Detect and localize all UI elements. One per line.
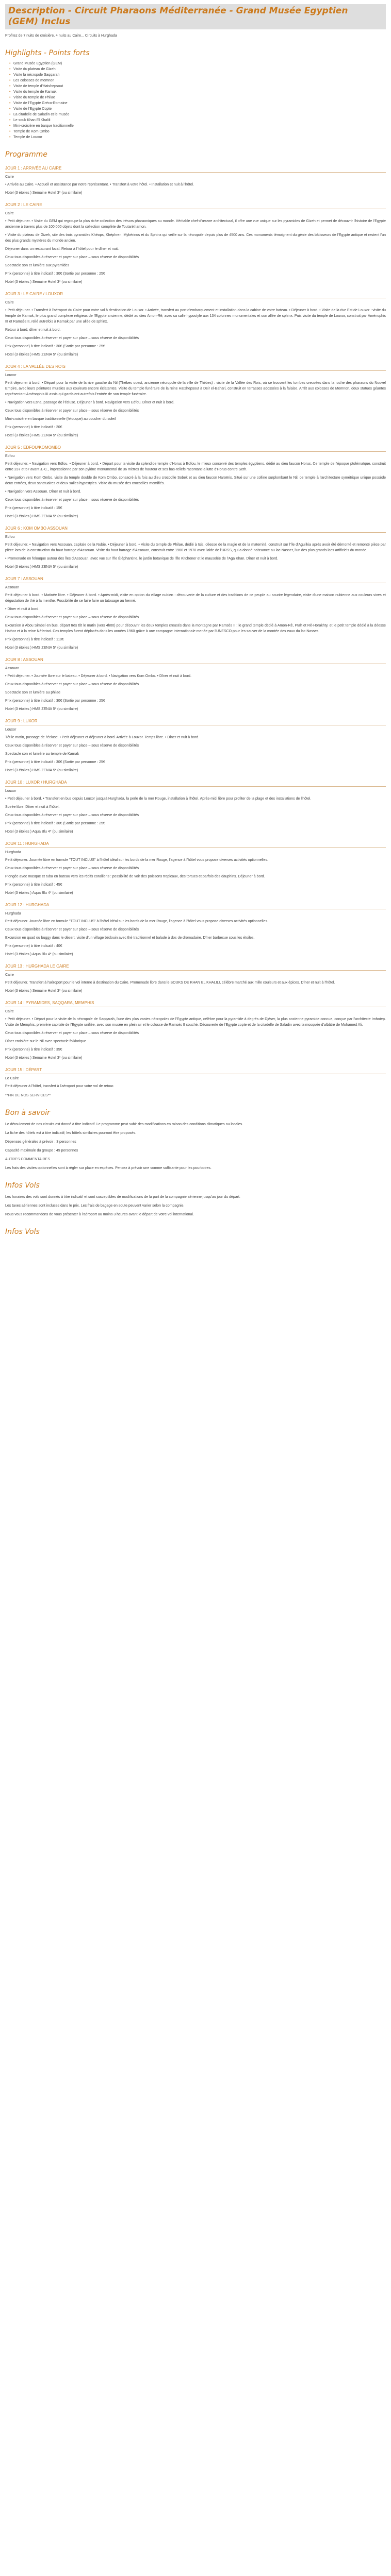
highlight-item: • Mini-croisière en barque traditionnelle (13, 123, 386, 129)
day-paragraph: • Navigation vers Kom Ombo, visite du temple double de Kom Ombo, consacré à la fois au dieu crocodile Sobek et au dieu faucon Haroëris. Situé sur une colline surplombant le Nil, ce temple à l'architecture symétrique unique possède deux entrées, deux sanctuaires et deux salles hypostyles. Visite du musée des crocodiles momifiés. (5, 476, 386, 485)
highlight-item: • Le souk Khan El Khalili (13, 117, 386, 123)
day-paragraph: • Petit déjeuner à bord. • Transfert en bus depuis Louxor jusqu'à Hurghada, la perle de la mer Rouge, installation à l'hôtel. Après-midi libre pour profiter de la plage et des installations de l'hôtel. (5, 797, 312, 801)
day-paragraph: Spectacle son et lumière aux pyramides (5, 264, 70, 267)
day-paragraph: Petit déjeuner à bord. • Départ pour la visite de la rive gauche du Nil (Thèbes ouest, ancienne nécropole de la ville de Thèbes) : visite de la Vallée des Rois, où se trouvent les tombes creusées dans la roche des pharaons du Nouvel Empire, avec leurs peintures murales aux couleurs encore éclatantes. Visite du temple funéraire de la reine Hatshepsout à Deir el-Bahari, construit en terrasses adossées à la falaise. Arrêt aux colosses de Memnon, deux statues géantes représentant Aménophis III assis qui gardaient autrefois l'entrée de son temple funéraire. (5, 381, 386, 396)
good-to-know-paragraph: AUTRES COMMENTAIRES (5, 1158, 50, 1161)
day-title: JOUR 2 : LE CAIRE (5, 202, 386, 209)
good-to-know-paragraph: Dépenses générales à prévoir : 3 personnes (5, 1140, 76, 1144)
day-title: JOUR 12 : HURGHADA (5, 902, 386, 909)
day-paragraph: Petit déjeuner. Transfert à l'aéroport pour le vol interne à destination du Caire. Promenade libre dans le SOUKS DE KHAN EL KHALILI, célèbre marché aux mille couleurs et aux épices. Dîner et nuit à l'hôtel. (5, 981, 335, 985)
highlight-item: • Visite du temple de Karnak (13, 89, 386, 95)
day-paragraph: • Petit déjeuner. • Journée libre sur le bateau. • Déjeuner à bord. • Navigation vers Kom Ombo. • Dîner et nuit à bord. (5, 674, 191, 678)
highlight-item: • Visite de temple d'Hatshepsout (13, 83, 386, 89)
day-paragraph: • Navigation vers Esna, passage de l'écluse. Déjeuner à bord. Navigation vers Edfou. Dîner et nuit à bord. (5, 401, 174, 404)
title-line-2: (GEM) Inclus (8, 16, 71, 27)
day-paragraph: Soirée libre. Dîner et nuit à l'hôtel. (5, 805, 60, 809)
day-paragraph: • Dîner et nuit à bord. (5, 607, 40, 611)
day-paragraph: Petit déjeuner. Journée libre en formule "TOUT INCLUS" à l'hôtel idéal sur les bords de la mer Rouge, l'agence à l'hôtel vous propose diverses activités optionnelles. (5, 920, 268, 923)
programme-day (5, 841, 386, 896)
day-paragraph: Prix (personne) à titre indicatif : 45€ (5, 883, 62, 887)
day-city: Assouan (5, 586, 20, 589)
day-paragraph: Hotel (3 étoiles ) Semaine Hotel 3* (ou similaire) (5, 280, 83, 284)
title-line-1: Description - Circuit Pharaons Méditerranée - Grand Musée Egyptien (8, 6, 348, 16)
day-paragraph: Ceux tous disponibles à réserver et payer sur place – sous réserve de disponibilités (5, 498, 139, 502)
day-city: Caire (5, 212, 14, 215)
day-paragraph: Ceux tous disponibles à réserver et payer sur place – sous réserve de disponibilités (5, 744, 139, 748)
day-title: JOUR 7 : ASSOUAN (5, 576, 386, 583)
day-paragraph: Hotel (3 étoiles ) HMS ZENIA 5* (ou similaire) (5, 769, 78, 772)
day-paragraph: Hotel (3 étoiles ) HMS ZENIA 5* (ou similaire) (5, 646, 78, 650)
highlight-item: • Visite du temple de Philae (13, 95, 386, 100)
page-subtitle: Profitez de 7 nuits de croisière, 4 nuits au Caire... Circuits à Hurghada (5, 34, 117, 38)
day-title: JOUR 9 : LUXOR (5, 718, 386, 725)
highlight-item: • Visite la nécropole Saqqarah (13, 72, 386, 78)
day-paragraph: Hotel (3 étoiles ) HMS ZENIA 5* (ou similaire) (5, 353, 78, 357)
day-paragraph: • Navigation vers Assouan. Dîner et nuit à bord. (5, 490, 82, 494)
day-paragraph: Prix (personne) à titre indicatif : 30€ (Sortie par personne : 25€ (5, 272, 105, 276)
day-paragraph: Ceux tous disponibles à réserver et payer sur place – sous réserve de disponibilités (5, 928, 139, 931)
infos-vols-paragraph: Les taxes aériennes sont incluses dans le prix. Les frais de bagage en soute peuvent varier selon la compagnie. (5, 1204, 185, 1208)
highlight-item: • Visite du plateau de Gizeh (13, 66, 386, 72)
programme-end-note: **FIN DE NOS SERVICES** (5, 1094, 51, 1097)
highlight-item: • Les colosses de memnon (13, 78, 386, 83)
day-title: JOUR 13 : HURGHADA LE CAIRE (5, 963, 386, 971)
programme-day (5, 291, 386, 358)
day-city: Hurghada (5, 851, 21, 854)
programme-day (5, 202, 386, 285)
day-paragraph: Ceux tous disponibles à réserver et payer sur place – sous réserve de disponibilités (5, 409, 139, 413)
day-title: JOUR 11 : HURGHADA (5, 841, 386, 848)
day-city: Louxor (5, 374, 17, 377)
day-paragraph: Petit déjeuner à l'hôtel, transfert à l'aéroport pour votre vol de retour. (5, 1084, 115, 1088)
day-paragraph: Mini-croisière en barque traditionnelle (felouque) au coucher du soleil (5, 417, 116, 421)
day-paragraph: Spectacle son et lumière au philae (5, 691, 61, 694)
day-paragraph: • Arrivée au Caire. • Accueil et assistance par notre représentant. • Transfert à votre hôtel. • Installation et nuit à l'hôtel. (5, 183, 194, 187)
day-city: Louxor (5, 789, 17, 793)
day-paragraph: Hotel (3 étoiles ) Aqua Blu 4* (ou similaire) (5, 830, 73, 834)
day-paragraph: Déjeuner dans un restaurant local. Retour à l'hôtel pour le dîner et nuit. (5, 247, 119, 251)
day-paragraph: Prix (personne) à titre indicatif : 30€ (Sortie par personne : 25€ (5, 822, 105, 825)
day-city: Assouan (5, 667, 20, 670)
day-paragraph: Prix (personne) à titre indicatif : 20€ (5, 426, 62, 429)
good-to-know-heading: Bon à savoir (5, 1109, 50, 1117)
day-paragraph: • Visite du plateau de Gizeh, site des trois pyramides Khéops, Khéphren, Mykérinos et du Sphinx qui veille sur la nécropole depuis plus de 4500 ans. Ces monuments témoignent du génie des bâtisseurs de l'Egypte antique et restent l'un des plus grands mystères du monde ancien. (5, 233, 386, 243)
programme-day (5, 165, 386, 196)
day-paragraph: Hotel (3 étoiles ) HMS ZENIA 5* (ou similaire) (5, 515, 78, 518)
day-paragraph: Hotel (3 étoiles ) Semaine Hotel 3* (ou similaire) (5, 191, 83, 195)
programme-day (5, 576, 386, 651)
day-paragraph: Hotel (3 étoiles ) Aqua Blu 4* (ou similaire) (5, 891, 73, 895)
highlight-item: • Temple de Louxor (13, 134, 386, 140)
day-city: Le Caire (5, 1077, 19, 1080)
programme-days (5, 165, 386, 1089)
infos-vols-paragraph: Les horaires des vols sont donnés à titre indicatif et sont susceptibles de modifications de la part de la compagnie aérienne jusqu'au jour du départ. (5, 1195, 240, 1199)
day-paragraph: Prix (personne) à titre indicatif : 40€ (5, 944, 62, 948)
programme-day (5, 779, 386, 835)
day-title: JOUR 6 : KOM OMBO ASSOUAN (5, 526, 386, 533)
programme-day (5, 718, 386, 773)
infos-vols-heading: Infos Vols (5, 1181, 40, 1190)
day-paragraph: Tôt le matin, passage de l'écluse. • Petit déjeuner et déjeuner à bord. Arrivée à Louxor. Temps libre. • Dîner et nuit à bord. (5, 736, 200, 739)
good-to-know-block (5, 1122, 386, 1171)
highlights-list (5, 61, 386, 140)
day-paragraph: • Promenade en felouque autour des îles d'Assouan, avec vue sur l'île Éléphantine, le jardin botanique de l'île Kitchener et le mausolée de l'Aga Khan. Dîner et nuit à bord. (5, 557, 279, 561)
day-city: Caire (5, 175, 14, 179)
day-city: Caire (5, 1010, 14, 1013)
infos-vols-bottom-heading: Infos Vols (5, 1228, 40, 1236)
day-title: JOUR 10 : LUXOR / HURGHADA (5, 779, 386, 787)
day-city: Hurghada (5, 912, 21, 916)
programme-day (5, 963, 386, 994)
day-city: Edfou (5, 535, 15, 539)
day-paragraph: Hotel (3 étoiles ) Semaine Hotel 3* (ou similaire) (5, 989, 83, 993)
day-paragraph: Hotel (3 étoiles ) HMS ZENIA 5* (ou similaire) (5, 565, 78, 569)
good-to-know-paragraph: Le déroulement de nos circuits est donné à titre indicatif. Le programme peut subir des modifications en raison des conditions climatiques ou locales. (5, 1123, 243, 1126)
title-band (5, 4, 386, 29)
day-city: Edfou (5, 454, 15, 458)
day-paragraph: Petit déjeuner à bord. • Matinée libre. • Déjeuner à bord. • Après-midi, visite en option du village nubien : découverte de la culture et des traditions de ce peuple au sourire légendaire, visite d'une maison nubienne aux couleurs vives et dégustation de thé à la menthe. Possibilité de se faire faire un tatouage au henné. (5, 594, 386, 603)
programme-day (5, 657, 386, 712)
day-title: JOUR 4 : LA VALLÉE DES ROIS (5, 364, 386, 371)
day-paragraph: • Petit déjeuner. • Départ pour la visite de la nécropole de Saqqarah, l'une des plus vastes nécropoles de l'Egypte antique, célèbre pour la pyramide à degrés de Djéser, la plus ancienne pyramide connue, conçue par l'architecte Imhotep. Visite de Memphis, première capitale de l'Egypte unifiée, avec son musée en plein air et le colosse de Ramsès II couché. Découverte de l'Egypte copte et de la citadelle de Saladin avec la mosquée d'albâtre de Mohamed Ali. (5, 1018, 386, 1027)
day-paragraph: Petit déjeuner. • Navigation vers Edfou. • Déjeuner à bord. • Départ pour la visite du splendide temple d'Horus à Edfou, le mieux conservé des temples égyptiens, dédié au dieu faucon Horus. Ce temple de l'époque ptolémaïque, construit entre 237 et 57 avant J.-C., impressionne par son pylône monumental de 36 mètres de hauteur et ses bas-reliefs racontant la lutte d'Horus contre Seth. (5, 462, 386, 471)
day-paragraph: Prix (personne) à titre indicatif : 110€ (5, 638, 64, 641)
day-city: Caire (5, 973, 14, 977)
day-paragraph: Spectacle son et lumière au temple de Karnak (5, 752, 79, 756)
day-title: JOUR 15 : DÉPART (5, 1067, 386, 1074)
day-title: JOUR 5 : EDFOU/KOMOMBO (5, 445, 386, 452)
highlight-item: • Grand Musée Egyptien (GEM) (13, 61, 386, 66)
infos-vols-block (5, 1194, 386, 1217)
day-title: JOUR 8 : ASSOUAN (5, 657, 386, 664)
day-title: JOUR 3 : LE CAIRE / LOUXOR (5, 291, 386, 298)
day-paragraph: Ceux tous disponibles à réserver et payer sur place – sous réserve de disponibilités (5, 867, 139, 870)
day-paragraph: Prix (personne) à titre indicatif : 30€ (Sortie par personne : 25€ (5, 699, 105, 703)
good-to-know-paragraph: Capacité maximale du groupe : 49 personnes (5, 1149, 78, 1153)
day-paragraph: Prix (personne) à titre indicatif : 30€ (Sortie par personne : 25€ (5, 345, 105, 348)
programme-day (5, 445, 386, 519)
highlight-item: • La citadelle de Saladin et le musée (13, 112, 386, 117)
day-paragraph: Prix (personne) à titre indicatif : 35€ (5, 1048, 62, 1052)
highlights-heading: Highlights - Points forts (5, 49, 90, 57)
day-paragraph: Excursion à Abou Simbel en bus, départ très tôt le matin (vers 4h00) pour découvrir les deux temples creusés dans la montagne par Ramsès II : le grand temple dédié à Amon-Rê, Ptah et Rê-Horakhty, et le petit temple dédié à la déesse Hathor et à la reine Néfertari. Ces temples furent déplacés dans les années 1960 grâce à une campagne internationale menée par l'UNESCO pour les sauver de la montée des eaux du lac Nasser. (5, 624, 386, 633)
day-paragraph: Prix (personne) à titre indicatif : 15€ (5, 506, 62, 510)
day-paragraph: Hotel (3 étoiles ) HMS ZENIA 5* (ou similaire) (5, 707, 78, 711)
day-paragraph: Hotel (3 étoiles ) Semaine Hotel 3* (ou similaire) (5, 1056, 83, 1060)
good-to-know-paragraph: Les frais des visites optionnelles sont à régler sur place en espèces. Pensez à prévoir une somme suffisante pour les pourboires. (5, 1166, 211, 1170)
programme-day (5, 1000, 386, 1061)
day-paragraph: Hotel (3 étoiles ) Aqua Blu 4* (ou similaire) (5, 953, 73, 956)
good-to-know-paragraph: La fiche des hôtels est à titre indicatif; les hôtels similaires pourront être proposés. (5, 1131, 137, 1135)
day-paragraph: • Petit déjeuner. • Transfert à l'aéroport du Caire pour votre vol à destination de Louxor. • Arrivée, transfert au port d'embarquement et installation dans la cabine de votre bateau. • Déjeuner à bord. • Visite de la rive Est de Louxor : visite du temple de Karnak, le plus grand complexe religieux de l'Egypte ancienne, dédié au dieu Amon-Rê, avec sa salle hypostyle aux 134 colonnes monumentales et son allée de sphinx. Puis visite du temple de Louxor, construit par Aménophis III et Ramsès II, relié autrefois à Karnak par une allée de sphinx. (5, 309, 386, 324)
day-title: JOUR 1 : ARRIVÉE AU CAIRE (5, 165, 386, 173)
programme-day (5, 526, 386, 570)
programme-heading: Programme (5, 150, 47, 159)
highlight-item: • Visite de l'Egypte Gréco-Romaine (13, 100, 386, 106)
highlight-item: • Temple de Kom Ombo (13, 129, 386, 134)
page-title (8, 6, 383, 27)
day-paragraph: Retour à bord, dîner et nuit à bord. (5, 328, 61, 332)
day-paragraph: • Petit déjeuner. • Visite du GEM qui regroupe la plus riche collection des trésors pharaoniques au monde. Véritable chef-d'œuvre architectural, il offre une vue unique sur les pyramides de Gizeh et permet de découvrir l'histoire de l'Egypte ancienne à travers plus de 100 000 objets dont la collection complète de Toutankhamon. (5, 219, 386, 229)
day-paragraph: Ceux tous disponibles à réserver et payer sur place – sous réserve de disponibilités (5, 256, 139, 259)
programme-day (5, 902, 386, 957)
day-paragraph: Petit déjeuner. Journée libre en formule "TOUT INCLUS" à l'hôtel idéal sur les bords de la mer Rouge, l'agence à l'hôtel vous propose diverses activités optionnelles. (5, 858, 268, 862)
day-paragraph: Plongée avec masque et tuba en bateau vers les récifs coralliens : possibilité de voir des poissons tropicaux, des tortues et parfois des dauphins. Déjeuner à bord. (5, 875, 265, 878)
day-paragraph: Prix (personne) à titre indicatif : 30€ (Sortie par personne : 25€ (5, 760, 105, 764)
day-paragraph: Ceux tous disponibles à réserver et payer sur place – sous réserve de disponibilités (5, 616, 139, 619)
day-paragraph: Petit déjeuner. • Navigation vers Assouan, capitale de la Nubie. • Déjeuner à bord. • Visite du temple de Philae, dédié à Isis, déesse de la magie et de la maternité, construit sur l'île d'Aguilkia après avoir été démonté et remonté pièce par pièce lors de la construction du haut barrage d'Assouan. Visite du haut barrage d'Assouan, construit entre 1960 et 1970 avec l'aide de l'URSS, qui a donné naissance au lac Nasser, l'un des plus grands lacs artificiels du monde. (5, 543, 386, 552)
page (5, 4, 386, 1236)
infos-vols-paragraph: Nous vous recommandons de vous présenter à l'aéroport au moins 3 heures avant le départ de votre vol international. (5, 1213, 194, 1216)
day-paragraph: Ceux tous disponibles à réserver et payer sur place – sous réserve de disponibilités (5, 814, 139, 817)
day-city: Caire (5, 301, 14, 304)
day-paragraph: Ceux tous disponibles à réserver et payer sur place – sous réserve de disponibilités (5, 336, 139, 340)
day-paragraph: Ceux tous disponibles à réserver et payer sur place – sous réserve de disponibilités (5, 683, 139, 686)
programme-day (5, 1067, 386, 1089)
day-city: Louxor (5, 728, 17, 732)
highlight-item: • Visite de l'Egypte Copte (13, 106, 386, 112)
day-paragraph: Ceux tous disponibles à réserver et payer sur place – sous réserve de disponibilités (5, 1031, 139, 1035)
day-title: JOUR 14 : PYRAMIDES, SAQQARA, MEMPHIS (5, 1000, 386, 1007)
day-paragraph: Hotel (3 étoiles ) HMS ZENIA 5* (ou similaire) (5, 434, 78, 437)
day-paragraph: Excursion en quad ou buggy dans le désert, visite d'un village bédouin avec thé traditionnel et balade à dos de dromadaire. Dîner barbecue sous les étoiles. (5, 936, 255, 940)
programme-day (5, 364, 386, 438)
day-paragraph: Dîner croisière sur le Nil avec spectacle folklorique (5, 1040, 86, 1043)
